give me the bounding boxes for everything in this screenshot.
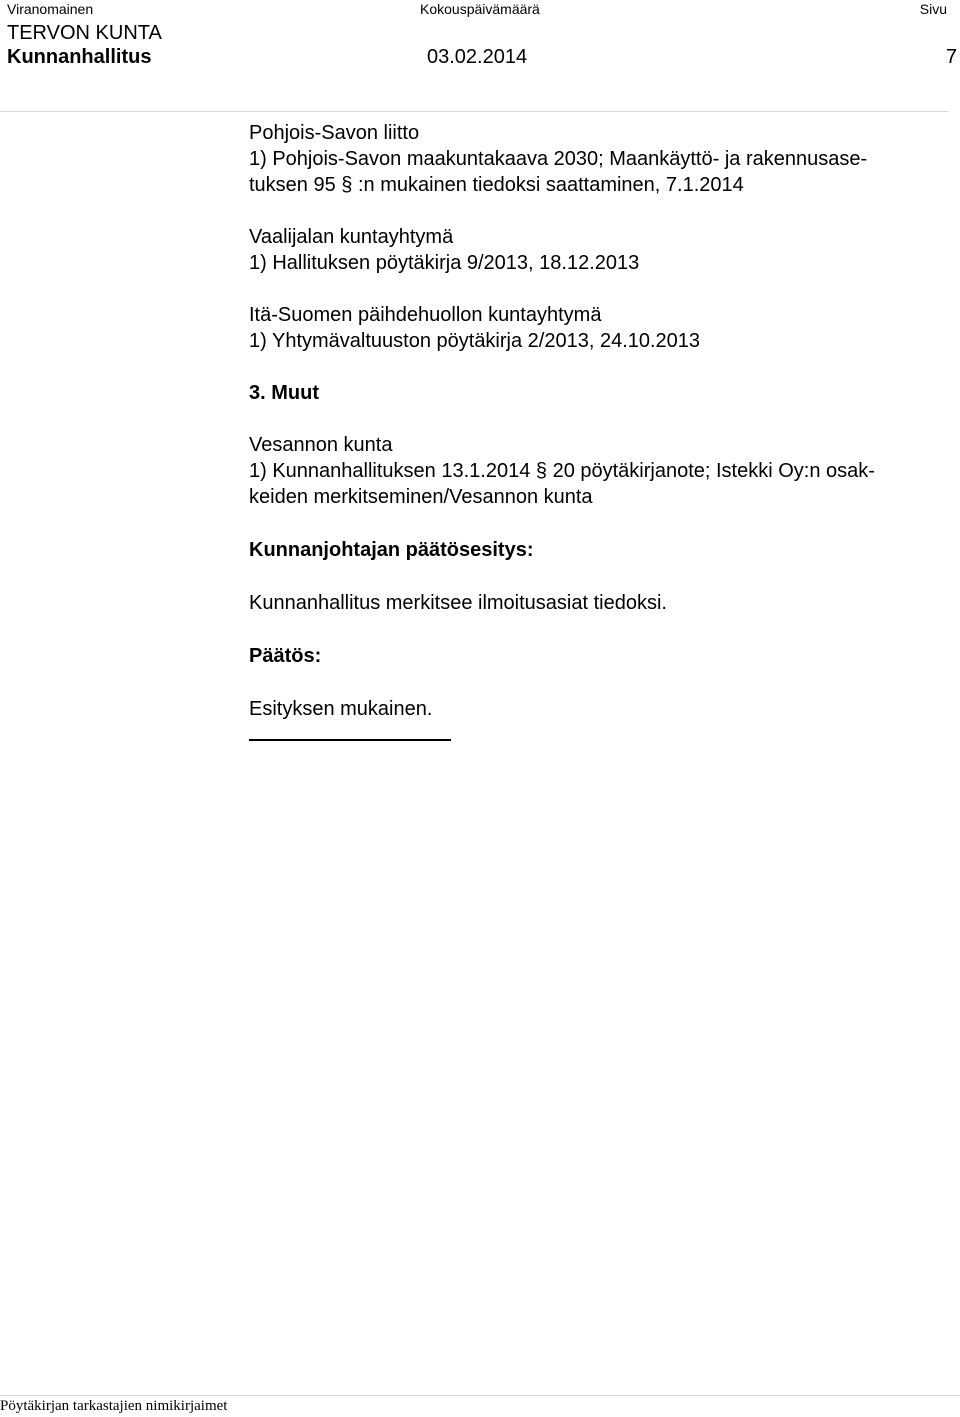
meeting-date: 03.02.2014 [427,46,528,68]
item-line: keiden merkitseminen/Vesannon kunta [249,486,593,508]
organization-name: TERVON KUNTA [7,22,162,44]
spacer [249,406,954,432]
spacer [249,276,954,302]
other-heading: 3. Muut [249,382,319,404]
spacer [249,198,954,224]
section-pohjois-savon-liitto [249,120,954,198]
footer-divider [0,1395,960,1396]
sender-name: Itä-Suomen päihdehuollon kuntayhtymä [249,304,602,326]
spacer [249,510,954,537]
section-vaalijalan-kuntayhtyma [249,224,954,276]
page-label: Sivu [919,1,947,17]
page-number: 7 [945,46,957,68]
section-end-rule [249,739,451,741]
section-vesannon-kunta [249,432,954,510]
authority-label: Viranomainen [7,1,94,17]
section-ita-suomen-paihdehuolto [249,302,954,354]
item-line: 1) Hallituksen pöytäkirja 9/2013, 18.12.2013 [249,252,640,274]
sender-name: Vaalijalan kuntayhtymä [249,226,454,248]
document-body [249,120,954,741]
header-divider [0,111,948,112]
item-line: 1) Kunnanhallituksen 13.1.2014 § 20 pöytäkirjanote; Istekki Oy:n osak- [249,460,875,482]
meeting-date-label: Kokouspäivämäärä [420,1,540,17]
signature-footer: Pöytäkirjan tarkastajien nimikirjaimet [0,1398,228,1414]
spacer [249,563,954,590]
item-line: 1) Pohjois-Savon maakuntakaava 2030; Maankäyttö- ja rakennusase- [249,148,868,170]
proposal-text: Kunnanhallitus merkitsee ilmoitusasiat tiedoksi. [249,592,667,614]
spacer [249,669,954,696]
item-line: 1) Yhtymävaltuuston pöytäkirja 2/2013, 24.10.2013 [249,330,701,352]
authority-name: Kunnanhallitus [7,46,152,68]
sender-name: Vesannon kunta [249,434,393,456]
sender-name: Pohjois-Savon liitto [249,122,420,144]
decision-heading: Päätös: [249,645,322,667]
spacer [249,354,954,380]
item-line: tuksen 95 § :n mukainen tiedoksi saattaminen, 7.1.2014 [249,174,744,196]
spacer [249,616,954,643]
decision-text: Esityksen mukainen. [249,698,433,720]
proposal-heading: Kunnanjohtajan päätösesitys: [249,539,534,561]
